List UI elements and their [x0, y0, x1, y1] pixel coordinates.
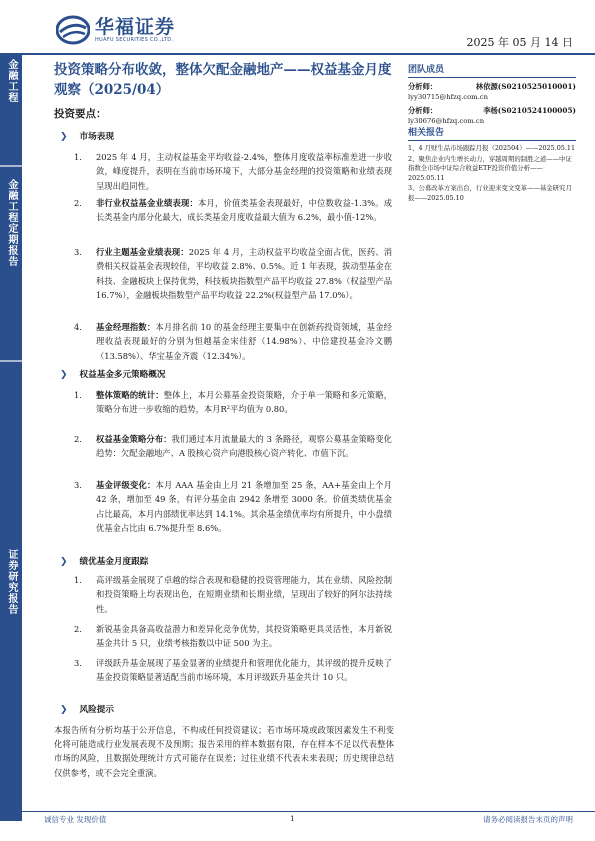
- related-reports-panel: [408, 125, 576, 204]
- key-points-heading: 投资要点：: [54, 108, 107, 120]
- analyst-entry: [408, 81, 576, 103]
- list-item: [74, 573, 392, 616]
- item-number: 2.: [74, 624, 82, 634]
- analyst-label: 分析师：: [408, 82, 438, 91]
- team-panel: [408, 62, 576, 127]
- team-heading: 团队成员: [408, 62, 576, 78]
- footer-divider: [22, 811, 595, 812]
- sidebar-report-type: [0, 179, 22, 267]
- list-item: [74, 622, 392, 651]
- risk-disclaimer: 本报告所有分析均基于公开信息，不构成任何投资建议；若市场环境或政策因素发生不利变化将可能造成行业发展表现不及预期；报告采用的样本数据有限，存在样本不足以代表整体市场的风险，且数据处理统计方式可能存在误差；过往业绩不代表未来表现；历史规律总结仅供参考，或不会完全重演。: [54, 725, 394, 778]
- analyst-email[interactable]: lyy30715@hfzq.com.cn: [408, 93, 488, 101]
- sidebar-divider: [0, 360, 22, 362]
- item-number: 3.: [74, 247, 82, 257]
- left-sidebar: [0, 55, 22, 821]
- item-text: 基金评级变化：本月 AAA 基金由上月 21 条增加至 25 条，AA+基金由上个月 42 条，增加至 49 条，有评分基金由 2942 条增至 3000 条。价值类绩优基金占比最高，本月内部绩优率达到 14.1%。其余基金绩优率均有所提升，中小盘绩优基金占比由 6.7%提升至 8.6%。: [96, 480, 392, 534]
- sidebar-report-class: [0, 549, 22, 615]
- item-text: 评级跃升基金展现了基金显著的业绩提升和管理优化能力，其评级的提升反映了基金投资策略显著适配当前市场环境，本月评级跃升基金共计 10 只。: [96, 658, 392, 683]
- sidebar-category: [0, 59, 22, 103]
- list-item: [74, 245, 392, 303]
- list-item: [74, 320, 392, 363]
- list-item: [74, 432, 392, 461]
- page-number: 1: [290, 814, 295, 823]
- analyst-name: 林依源(S0210525010001): [475, 82, 576, 91]
- item-text: 非行业权益基金业绩表现：本月，价值类基金表现最好，中位数收益-1.3%。成长类基金内部分化最大，成长类基金月度收益最大值为 6.2%，最小值-12%。: [96, 198, 392, 223]
- analyst-label: 分析师：: [408, 106, 438, 115]
- related-reports-heading: 相关报告: [408, 125, 576, 141]
- sidebar-report-class-label: 证券研究报告: [6, 549, 17, 615]
- chevron-right-icon: ❯: [60, 557, 68, 567]
- logo-english-name: HUAFU SECURITIES CO.,LTD.: [95, 36, 174, 43]
- item-number: 1.: [74, 575, 82, 585]
- item-text: 权益基金策略分布：我们通过本月流量最大的 3 条路径，观察公募基金策略变化趋势：欠配金融地产、A 股核心资产向港股核心资产转化、市值下沉。: [96, 434, 392, 459]
- report-date: 2025 年 05 月 14 日: [466, 36, 573, 49]
- item-text: 新锐基金具备高收益潜力和差异化竞争优势，其投资策略更具灵活性，本月新锐基金共计 5 只，业绩考核指数以中证 500 为主。: [96, 624, 392, 649]
- sidebar-divider: [0, 165, 22, 167]
- item-number: 3.: [74, 658, 82, 668]
- section-heading: [60, 368, 166, 382]
- item-number: 4.: [74, 322, 82, 332]
- item-text: 2025 年 4 月，主动权益基金平均收益-2.4%，整体月度收益率标准差进一步收敛，峰度提升，表明在当前市场环境下，大部分基金经理的投资策略和业绩表现呈现出趋同性。: [96, 152, 392, 191]
- footer-slogan: 诚信专业 发现价值: [44, 815, 107, 824]
- list-item: [74, 196, 392, 225]
- item-number: 2.: [74, 434, 82, 444]
- item-number: 1.: [74, 152, 82, 162]
- item-text: 行业主题基金业绩表现：2025 年 4 月，主动权益平均收益全面占优，医药、消费相关权益基金表现较佳，平均收益 2.8%、0.5%。近 1 年表现，拔动型基金在科技、金融板块上保持优势，科技板块指数型产品平均收益 27.8%（权益型产品 16.7%），金融板块指数型产品平均收益 22.2%(权益型产品 17.0%）。: [96, 247, 392, 301]
- footer-disclaimer-note: 请务必阅读报告末页的声明: [483, 815, 573, 824]
- sidebar-category-label: 金融工程: [6, 59, 17, 103]
- related-report-item[interactable]: 1、4 月财生品市场跟踪月报（202504）——2025.05.11: [408, 144, 576, 152]
- related-report-item[interactable]: 2、聚焦企业内生增长动力，穿越周期的制胜之道——中证指数全市场中证综合收益ETF投资价值分析——2025.05.11: [408, 154, 572, 182]
- section-heading: [60, 703, 114, 717]
- section-heading: [60, 130, 114, 144]
- chevron-right-icon: ❯: [60, 132, 68, 142]
- analyst-name: 李杨(S0210524100005): [483, 106, 576, 115]
- analyst-email[interactable]: ly30676@hfzq.com.cn: [408, 117, 485, 125]
- list-item: [74, 478, 392, 536]
- item-number: 3.: [74, 480, 82, 490]
- logo-chinese-name: 华福证券: [95, 15, 176, 38]
- related-report-item[interactable]: 3、公募改革方案出台，行业迎来变文变革——基金研究月报——2025.05.10: [408, 184, 572, 202]
- item-number: 2.: [74, 198, 82, 208]
- logo-emblem-icon: [56, 15, 90, 45]
- report-title: 投资策略分布收敛，整体欠配金融地产——权益基金月度观察（2025/04）: [54, 62, 392, 98]
- analyst-entry: [408, 105, 576, 127]
- item-text: 高评级基金展现了卓越的综合表现和稳健的投资管理能力，其在业绩、风险控制和投资策略上均表现出色，在短期业绩和长期业绩，呈现出了较好的阿尔法持续性。: [96, 575, 392, 614]
- item-text: 整体策略的统计：整体上，本月公募基金投资策略，介于单一策略和多元策略，策略分布进一步收缩的趋势，本月R²平均值为 0.80。: [96, 390, 392, 415]
- risk-heading-text: 风险提示: [79, 705, 114, 715]
- section-heading-text: 权益基金多元策略概况: [79, 370, 166, 380]
- list-item: [74, 150, 392, 193]
- section-heading-text: 绩优基金月度跟踪: [79, 557, 149, 567]
- header-divider: [0, 53, 595, 55]
- sidebar-report-type-label: 金融工程定期报告: [6, 179, 17, 267]
- item-number: 1.: [74, 390, 82, 400]
- list-item: [74, 388, 392, 417]
- company-logo: [56, 12, 175, 48]
- section-heading-text: 市场表现: [79, 132, 114, 142]
- item-text: 基金经理指数：本月排名前 10 的基金经理主要集中在创新药投资领域，基金经理收益表现最好的分别为恒越基金宋佳舒（14.98%）、中信建投基金冷文鹏（13.58%）、华宝基金齐震（12.34%）。: [96, 322, 392, 361]
- section-heading: [60, 555, 148, 569]
- chevron-right-icon: ❯: [60, 705, 68, 715]
- chevron-right-icon: ❯: [60, 370, 68, 380]
- list-item: [74, 656, 392, 685]
